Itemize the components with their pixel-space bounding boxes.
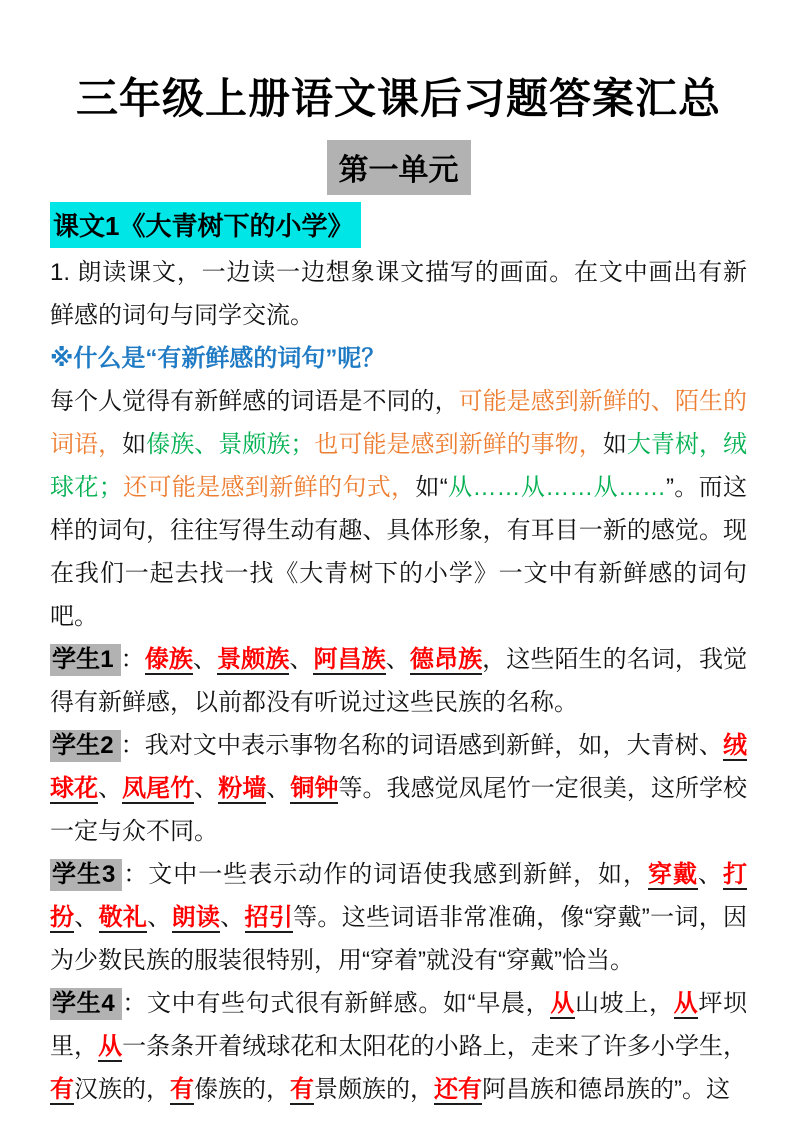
text-segment: 绒球花 bbox=[50, 732, 747, 802]
text-segment: 、 bbox=[385, 646, 410, 673]
text-segment: 山坡上， bbox=[575, 990, 674, 1017]
text-segment: 打扮 bbox=[50, 861, 748, 931]
text-segment: 还有 bbox=[434, 1076, 482, 1103]
text-segment: 德昂族 bbox=[409, 646, 483, 673]
text-segment: 也可能是感到新鲜的事物， bbox=[314, 431, 603, 458]
text-segment: ：文中一些表示动作的词语使我感到新鲜，如， bbox=[122, 861, 649, 888]
text-segment: 有 bbox=[50, 1076, 74, 1103]
text-segment: ”。而这样的词句，往往写得生动有趣、具体形象，有耳目一新的感觉。现在我们一起去找一找《大青树下的小学》一文中有新鲜感的词句吧。 bbox=[50, 474, 748, 630]
student-answer-2 bbox=[50, 724, 747, 853]
text-segment: 、 bbox=[266, 775, 291, 802]
question-paragraph bbox=[50, 251, 747, 337]
text-segment: 1. 朗读课文，一边读一边想象课文描写的画面。在文中画出有新鲜感的词句与同学交流。 bbox=[50, 259, 747, 329]
text-segment: 铜钟 bbox=[290, 775, 339, 802]
text-segment: 、 bbox=[220, 904, 245, 931]
text-segment: 、 bbox=[194, 775, 219, 802]
student-answer-1 bbox=[50, 638, 747, 724]
text-segment: 朗读 bbox=[171, 904, 221, 931]
text-segment: 粉墙 bbox=[218, 775, 267, 802]
tip-heading bbox=[50, 337, 747, 380]
text-segment: 敬礼 bbox=[98, 904, 148, 931]
text-segment: 还可能是感到新鲜的句式， bbox=[122, 474, 416, 501]
student-answer-4 bbox=[50, 982, 747, 1111]
text-segment: 有 bbox=[170, 1076, 194, 1103]
text-segment: ： bbox=[120, 646, 145, 673]
text-segment: ：文中有些句式很有新鲜感。如“早晨， bbox=[121, 990, 551, 1017]
lesson-heading: 课文1《大青树下的小学》 bbox=[50, 202, 361, 248]
text-segment: 如 bbox=[122, 431, 147, 458]
text-segment: 如 bbox=[602, 431, 627, 458]
explanation-paragraph bbox=[50, 380, 747, 638]
text-segment: 等。这些词语非常准确，像“穿戴”一词，因为少数民族的服装很特别，用“穿着”就没有“穿戴”恰当。 bbox=[50, 904, 748, 974]
text-segment: 、 bbox=[98, 775, 123, 802]
text-segment: 汉族的， bbox=[74, 1076, 170, 1103]
text-segment: 、 bbox=[192, 646, 218, 673]
student-label: 学生3 bbox=[50, 859, 122, 891]
text-segment: ※什么是“有新鲜感的词句”呢？ bbox=[50, 345, 386, 372]
text-segment: 、 bbox=[147, 904, 172, 931]
document-body bbox=[50, 251, 747, 1111]
text-segment: 、 bbox=[698, 861, 724, 888]
text-segment: 每个人觉得有新鲜感的词语是不同的， bbox=[50, 388, 459, 415]
student-label: 学生4 bbox=[50, 988, 122, 1020]
text-segment: 阿昌族 bbox=[313, 646, 386, 673]
text-segment: ，这些陌生的名词，我觉得有新鲜感，以前都没有听说过这些民族的名称。 bbox=[50, 646, 748, 716]
text-segment: 可能是感到新鲜的、陌生的词语， bbox=[50, 388, 748, 458]
text-segment: 招引 bbox=[244, 904, 294, 931]
text-segment: 傣族、景颇族； bbox=[146, 431, 315, 458]
text-segment: 大青树，绒球花； bbox=[50, 431, 748, 501]
text-segment: 景颇族 bbox=[217, 646, 290, 673]
text-segment: 从 bbox=[673, 990, 699, 1017]
unit-heading-line bbox=[50, 140, 747, 195]
text-segment: 、 bbox=[289, 646, 314, 673]
text-segment: 从……从……从…… bbox=[447, 474, 666, 501]
text-segment: 穿戴 bbox=[648, 861, 699, 888]
text-segment: 从 bbox=[98, 1033, 123, 1060]
unit-heading: 第一单元 bbox=[327, 140, 471, 195]
text-segment: 如“ bbox=[415, 474, 448, 501]
text-segment: 从 bbox=[550, 990, 575, 1017]
text-segment: 有 bbox=[290, 1076, 314, 1103]
text-segment: 傣族 bbox=[144, 646, 193, 673]
text-segment: 坪坝里， bbox=[50, 990, 748, 1060]
text-segment: 、 bbox=[74, 904, 99, 931]
text-segment: 等。我感觉凤尾竹一定很美，这所学校一定与众不同。 bbox=[50, 775, 748, 845]
text-segment: 傣族的， bbox=[194, 1076, 290, 1103]
text-segment: 凤尾竹 bbox=[122, 775, 195, 802]
student-label: 学生1 bbox=[50, 644, 121, 676]
text-segment: 一条条开着绒球花和太阳花的小路上，走来了许多小学生， bbox=[122, 1033, 748, 1060]
text-segment: ：我对文中表示事物名称的词语感到新鲜，如，大青树、 bbox=[120, 732, 723, 759]
student-answer-3 bbox=[50, 853, 747, 982]
student-label: 学生2 bbox=[50, 730, 121, 762]
page-title: 三年级上册语文课后习题答案汇总 bbox=[75, 75, 721, 122]
text-segment: 阿昌族和德昂族的”。这 bbox=[482, 1076, 730, 1103]
text-segment: 景颇族的， bbox=[314, 1076, 434, 1103]
lesson-heading-line bbox=[50, 202, 747, 248]
